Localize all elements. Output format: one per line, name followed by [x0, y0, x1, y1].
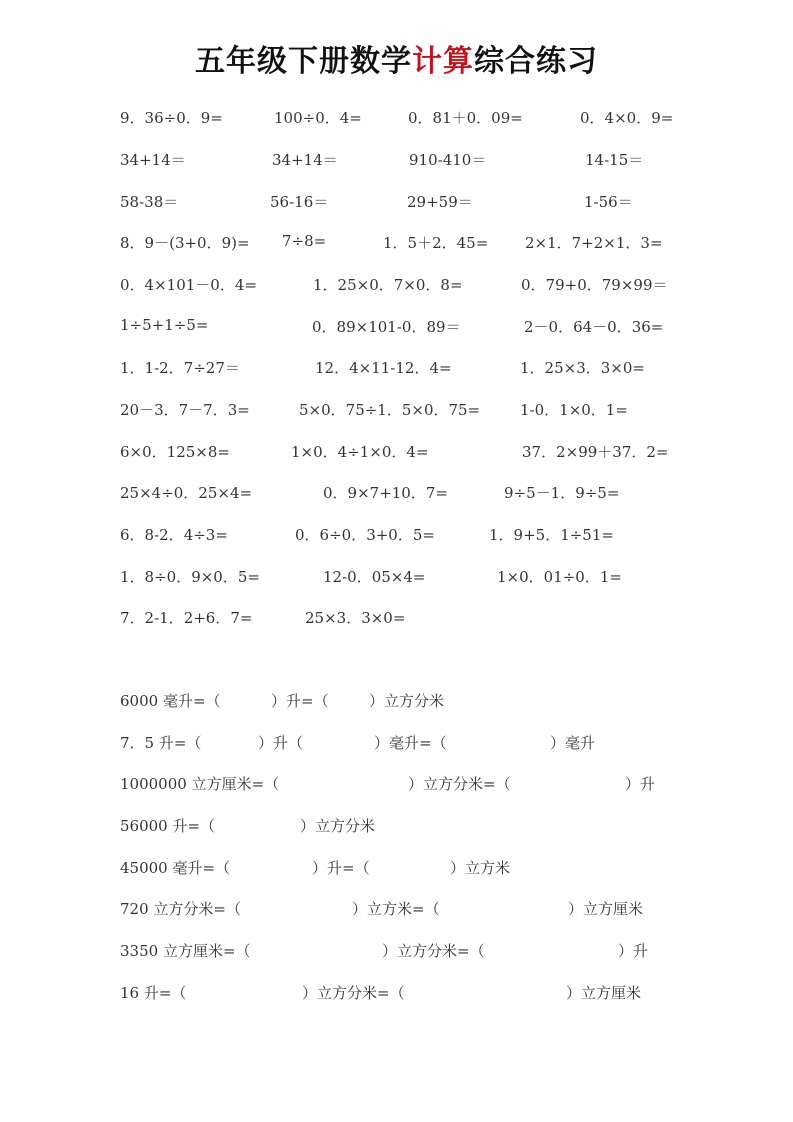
- calc-item: 20－3．7－7．3=: [120, 401, 250, 419]
- unit-text: 56000 升=（: [120, 817, 216, 835]
- calc-item: 2×1．7+2×1．3=: [525, 234, 663, 252]
- calc-item: 9÷5－1．9÷5=: [504, 484, 620, 502]
- calc-item: 0．6÷0．3+0．5=: [295, 526, 435, 544]
- calc-item: 1．9+5．1÷51=: [489, 526, 614, 544]
- title-highlight: 计算: [412, 44, 474, 79]
- calc-row-6: [0, 316, 793, 342]
- calc-item: 1×0．01÷0．1=: [497, 568, 622, 586]
- unit-text: ）立方米: [450, 859, 511, 877]
- calc-item: 25×3．3×0=: [305, 609, 406, 627]
- unit-text: 1000000 立方厘米=（: [120, 775, 280, 793]
- unit-text: ）升: [618, 942, 649, 960]
- calc-item: 14-15＝: [585, 151, 644, 169]
- unit-text: ）立方分米=（: [302, 984, 405, 1002]
- calc-row-3: [0, 191, 793, 217]
- unit-text: 3350 立方厘米=（: [120, 942, 251, 960]
- calc-row-8: [0, 399, 793, 425]
- unit-text: ）升=（: [312, 859, 370, 877]
- calc-item: 6．8-2．4÷3=: [120, 526, 228, 544]
- calc-item: 6×0．125×8=: [120, 443, 230, 461]
- calc-item: 12．4×11-12．4=: [315, 359, 452, 377]
- calc-item: 12-0．05×4=: [323, 568, 426, 586]
- unit-row-3: [0, 773, 793, 799]
- calc-row-5: [0, 274, 793, 300]
- calc-item: 0．4×0．9=: [580, 109, 674, 127]
- calc-item: 37．2×99＋37．2=: [522, 443, 669, 461]
- calc-item: 1．5＋2．45=: [383, 234, 489, 252]
- calc-row-11: [0, 524, 793, 550]
- unit-row-1: [0, 690, 793, 716]
- title-part-2: 综合练习: [474, 44, 598, 79]
- calc-item: 34+14＝: [120, 151, 186, 169]
- calc-item: 1．25×3．3×0=: [520, 359, 645, 377]
- calc-item: 0．81＋0．09=: [408, 109, 523, 127]
- calc-item: 1．25×0．7×0．8=: [313, 276, 463, 294]
- calc-item: 0．4×101－0．4=: [120, 276, 257, 294]
- unit-text: 720 立方分米=（: [120, 900, 241, 918]
- calc-item: 1．1-2．7÷27＝: [120, 359, 240, 377]
- calc-row-7: [0, 357, 793, 383]
- calc-item: 0．9×7+10．7=: [323, 484, 448, 502]
- unit-text: 7．5 升=（: [120, 734, 202, 752]
- calc-row-2: [0, 149, 793, 175]
- unit-text: 6000 毫升=（: [120, 692, 221, 710]
- calc-row-4: [0, 232, 793, 258]
- calc-row-12: [0, 566, 793, 592]
- calc-row-1: [0, 107, 793, 133]
- unit-text: ）立方分米: [369, 692, 445, 710]
- calc-item: 58-38＝: [120, 193, 179, 211]
- unit-row-5: [0, 857, 793, 883]
- unit-text: ）立方分米: [300, 817, 376, 835]
- unit-text: ）升=（: [271, 692, 329, 710]
- calc-item: 5×0．75÷1．5×0．75=: [299, 401, 481, 419]
- unit-text: 45000 毫升=（: [120, 859, 231, 877]
- unit-text: ）立方分米=（: [382, 942, 485, 960]
- calc-item: 1．8÷0．9×0．5=: [120, 568, 260, 586]
- calc-row-10: [0, 482, 793, 508]
- unit-row-2: [0, 732, 793, 758]
- unit-row-8: [0, 982, 793, 1008]
- calc-item: 9．36÷0．9=: [120, 109, 223, 127]
- unit-text: 16 升=（: [120, 984, 187, 1002]
- calc-item: 34+14＝: [272, 151, 338, 169]
- unit-row-4: [0, 815, 793, 841]
- unit-text: ）立方米=（: [352, 900, 440, 918]
- calc-item: 29+59＝: [407, 193, 473, 211]
- unit-text: ）升: [625, 775, 656, 793]
- calc-row-13: [0, 607, 793, 633]
- unit-row-7: [0, 940, 793, 966]
- calc-item: 2－0．64－0．36=: [524, 318, 664, 336]
- calc-item: 0．89×101-0．89＝: [312, 318, 461, 336]
- calc-item: 1×0．4÷1×0．4=: [291, 443, 429, 461]
- calc-item: 7÷8=: [282, 232, 327, 250]
- calc-item: 0．79+0．79×99＝: [521, 276, 668, 294]
- unit-text: ）毫升=（: [374, 734, 447, 752]
- unit-text: ）立方厘米: [566, 984, 642, 1002]
- title-part-1: 五年级下册数学: [195, 44, 412, 79]
- calc-item: 1÷5+1÷5=: [120, 316, 209, 334]
- unit-text: ）立方分米=（: [408, 775, 511, 793]
- unit-text: ）毫升: [550, 734, 596, 752]
- calc-item: 910-410＝: [409, 151, 487, 169]
- calc-item: 7．2-1．2+6．7=: [120, 609, 253, 627]
- calc-item: 1-56＝: [584, 193, 633, 211]
- unit-text: ）立方厘米: [568, 900, 644, 918]
- calc-item: 1-0．1×0．1=: [520, 401, 628, 419]
- calc-item: 25×4÷0．25×4=: [120, 484, 253, 502]
- calc-item: 100÷0．4=: [274, 109, 362, 127]
- unit-row-6: [0, 898, 793, 924]
- unit-text: ）升（: [258, 734, 304, 752]
- calc-row-9: [0, 441, 793, 467]
- calc-item: 8．9－(3+0．9)=: [120, 234, 250, 252]
- page-title: [0, 36, 793, 80]
- calc-item: 56-16＝: [270, 193, 329, 211]
